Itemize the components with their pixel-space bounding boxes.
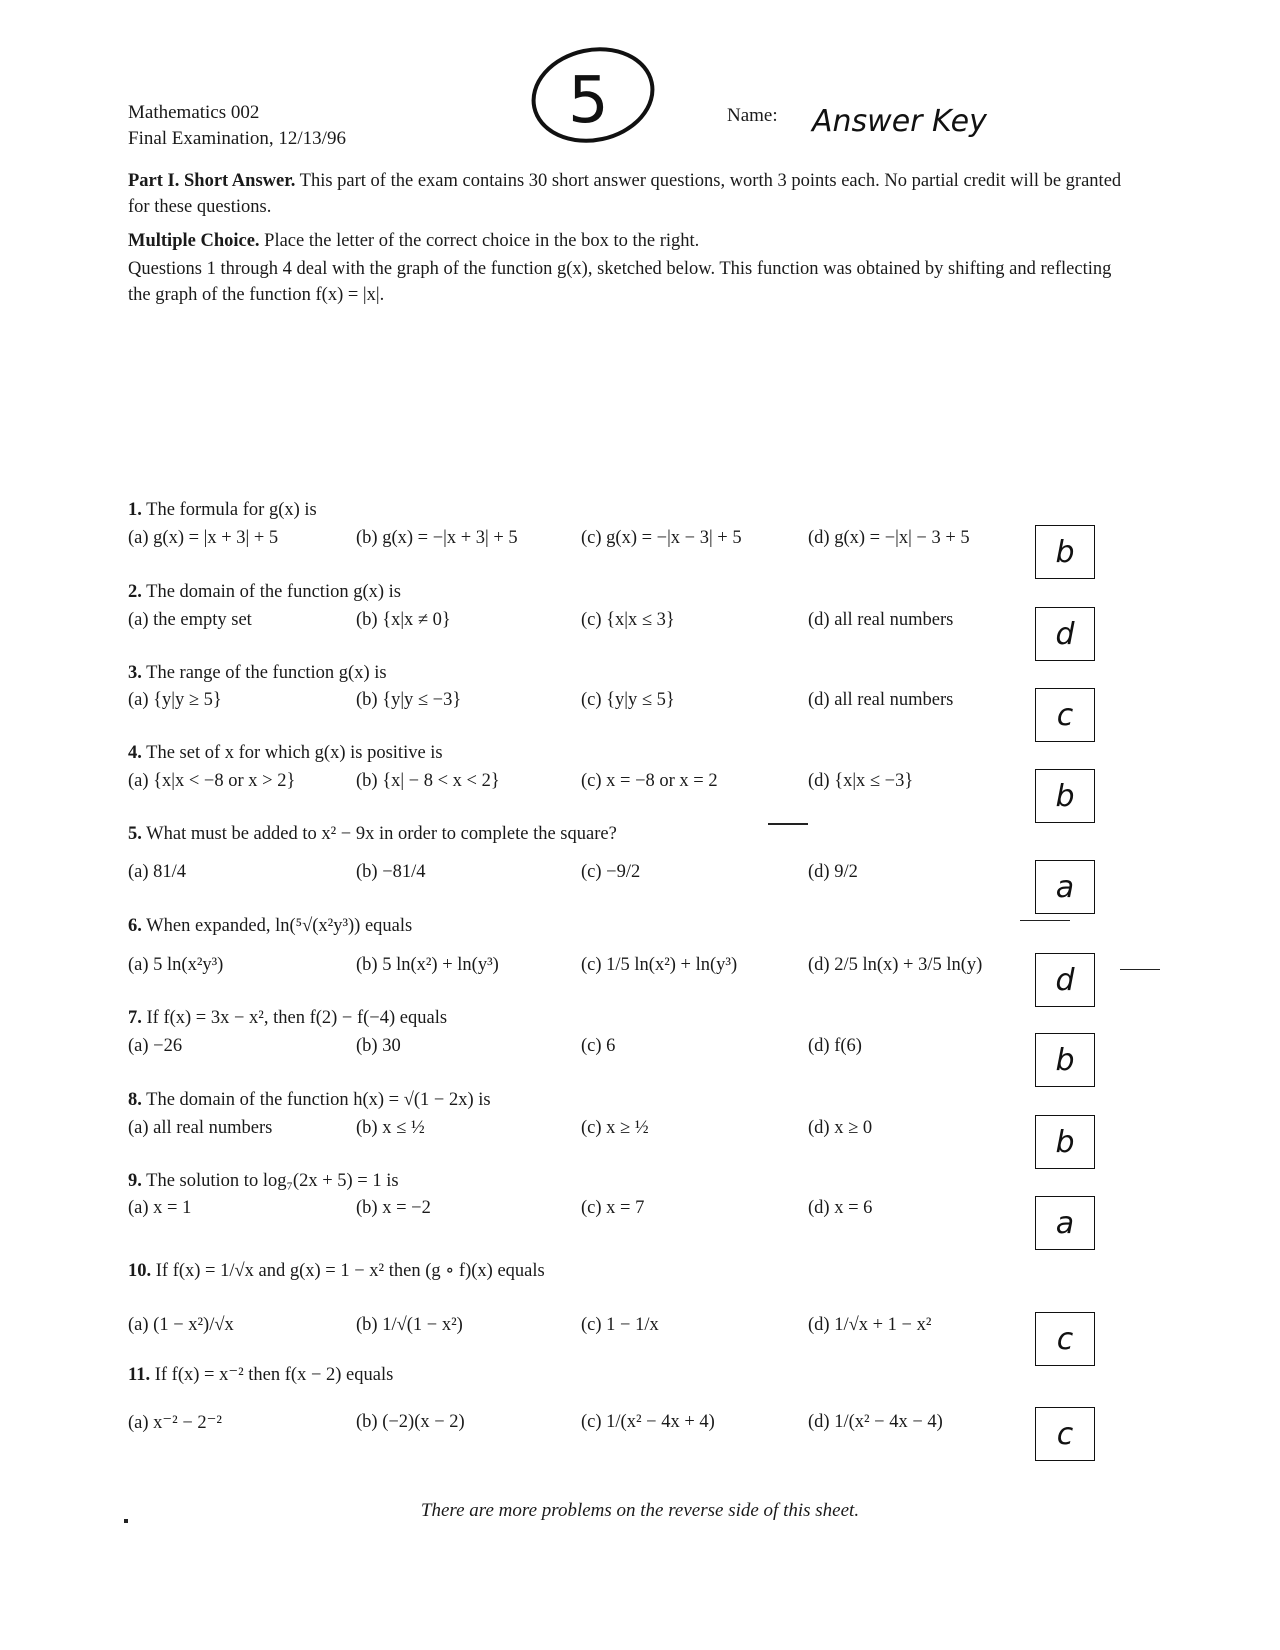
name-label: Name: (727, 105, 778, 126)
q9-choice-c: (c) x = 7 (581, 1198, 645, 1218)
q6-choice-a: (a) 5 ln(x²y³) (128, 955, 224, 975)
q11-choice-d: (d) 1/(x² − 4x − 4) (808, 1412, 943, 1432)
q4-choice-d: (d) {x|x ≤ −3} (808, 771, 914, 791)
question-8: 8. The domain of the function h(x) = √(1 − 2x) is (128, 1090, 491, 1110)
q10-choice-a: (a) (1 − x²)/√x (128, 1315, 234, 1335)
q5-choice-d: (d) 9/2 (808, 862, 858, 882)
q4-choice-a: (a) {x|x < −8 or x > 2} (128, 771, 296, 791)
q2-choice-c: (c) {x|x ≤ 3} (581, 610, 675, 630)
question-5: 5. What must be added to x² − 9x in order to complete the square? (128, 824, 617, 844)
q7-choice-b: (b) 30 (356, 1036, 401, 1056)
q9-choice-b: (b) x = −2 (356, 1198, 431, 1218)
part-intro (128, 168, 1128, 220)
circled-mark (528, 40, 668, 154)
question-11: 11. If f(x) = x⁻² then f(x − 2) equals (128, 1365, 394, 1385)
name-value: Answer Key (812, 104, 987, 139)
answer-box-6[interactable]: d (1035, 953, 1095, 1007)
question-9: 9. The solution to log₇(2x + 5) = 1 is (128, 1171, 399, 1191)
exam-title: Final Examination, 12/13/96 (128, 128, 346, 149)
q3-choice-a: (a) {y|y ≥ 5} (128, 690, 222, 710)
question-1: 1. The formula for g(x) is (128, 500, 317, 520)
q8-choice-c: (c) x ≥ ½ (581, 1118, 649, 1138)
q8-choice-a: (a) all real numbers (128, 1118, 273, 1138)
scan-mark (768, 823, 808, 825)
answer-box-8[interactable]: b (1035, 1115, 1095, 1169)
q1-choice-b: (b) g(x) = −|x + 3| + 5 (356, 528, 518, 548)
q10-choice-c: (c) 1 − 1/x (581, 1315, 659, 1335)
q5-choice-a: (a) 81/4 (128, 862, 187, 882)
q11-choice-b: (b) (−2)(x − 2) (356, 1412, 465, 1432)
answer-box-3[interactable]: c (1035, 688, 1095, 742)
answer-box-4[interactable]: b (1035, 769, 1095, 823)
q10-choice-b: (b) 1/√(1 − x²) (356, 1315, 463, 1335)
question-10: 10. If f(x) = 1/√x and g(x) = 1 − x² then (g ∘ f)(x) equals (128, 1261, 545, 1281)
q4-choice-c: (c) x = −8 or x = 2 (581, 771, 718, 791)
answer-box-7[interactable]: b (1035, 1033, 1095, 1087)
q6-choice-d: (d) 2/5 ln(x) + 3/5 ln(y) (808, 955, 983, 975)
q10-choice-d: (d) 1/√x + 1 − x² (808, 1315, 932, 1335)
q2-choice-d: (d) all real numbers (808, 610, 954, 630)
q8-choice-b: (b) x ≤ ½ (356, 1118, 425, 1138)
graph-intro: Questions 1 through 4 deal with the graph of the function g(x), sketched below. This function was obtained by shifting and reflecting the graph of the function f(x) = |x|. (128, 259, 1112, 305)
q9-choice-d: (d) x = 6 (808, 1198, 873, 1218)
question-3: 3. The range of the function g(x) is (128, 663, 387, 683)
q11-choice-c: (c) 1/(x² − 4x + 4) (581, 1412, 715, 1432)
q7-choice-c: (c) 6 (581, 1036, 616, 1056)
mc-title: Multiple Choice. (128, 231, 260, 251)
footer-note: There are more problems on the reverse side of this sheet. (420, 1500, 860, 1521)
q4-choice-b: (b) {x| − 8 < x < 2} (356, 771, 500, 791)
answer-box-1[interactable]: b (1035, 525, 1095, 579)
q1-choice-d: (d) g(x) = −|x| − 3 + 5 (808, 528, 970, 548)
circled-mark-digit: 5 (568, 64, 609, 138)
answer-box-10[interactable]: c (1035, 1312, 1095, 1366)
scan-mark (1120, 969, 1160, 970)
question-7: 7. If f(x) = 3x − x², then f(2) − f(−4) equals (128, 1008, 448, 1028)
scan-mark (124, 1519, 128, 1523)
answer-box-2[interactable]: d (1035, 607, 1095, 661)
q3-choice-d: (d) all real numbers (808, 690, 954, 710)
q3-choice-c: (c) {y|y ≤ 5} (581, 690, 675, 710)
course-title: Mathematics 002 (128, 102, 260, 123)
q2-choice-b: (b) {x|x ≠ 0} (356, 610, 451, 630)
q2-choice-a: (a) the empty set (128, 610, 252, 630)
q5-choice-c: (c) −9/2 (581, 862, 641, 882)
q9-choice-a: (a) x = 1 (128, 1198, 192, 1218)
mc-text: Place the letter of the correct choice in the box to the right. (264, 231, 700, 251)
q3-choice-b: (b) {y|y ≤ −3} (356, 690, 462, 710)
part-title: Part I. Short Answer. (128, 171, 296, 191)
question-6: 6. When expanded, ln(⁵√(x²y³)) equals (128, 916, 413, 936)
scan-mark (1020, 920, 1070, 921)
question-2: 2. The domain of the function g(x) is (128, 582, 401, 602)
q6-choice-c: (c) 1/5 ln(x²) + ln(y³) (581, 955, 738, 975)
q6-choice-b: (b) 5 ln(x²) + ln(y³) (356, 955, 499, 975)
answer-box-11[interactable]: c (1035, 1407, 1095, 1461)
q8-choice-d: (d) x ≥ 0 (808, 1118, 873, 1138)
part-text: This part of the exam contains 30 short answer questions, worth 3 points each. No partial credit will be granted for these questions. (128, 171, 1122, 217)
q7-choice-a: (a) −26 (128, 1036, 183, 1056)
mc-intro (128, 228, 1128, 254)
question-4: 4. The set of x for which g(x) is positive is (128, 743, 443, 763)
q7-choice-d: (d) f(6) (808, 1036, 862, 1056)
q5-choice-b: (b) −81/4 (356, 862, 426, 882)
answer-box-5[interactable]: a (1035, 860, 1095, 914)
q1-choice-a: (a) g(x) = |x + 3| + 5 (128, 528, 279, 548)
answer-box-9[interactable]: a (1035, 1196, 1095, 1250)
q11-choice-a: (a) x⁻² − 2⁻² (128, 1413, 222, 1433)
q1-choice-c: (c) g(x) = −|x − 3| + 5 (581, 528, 742, 548)
